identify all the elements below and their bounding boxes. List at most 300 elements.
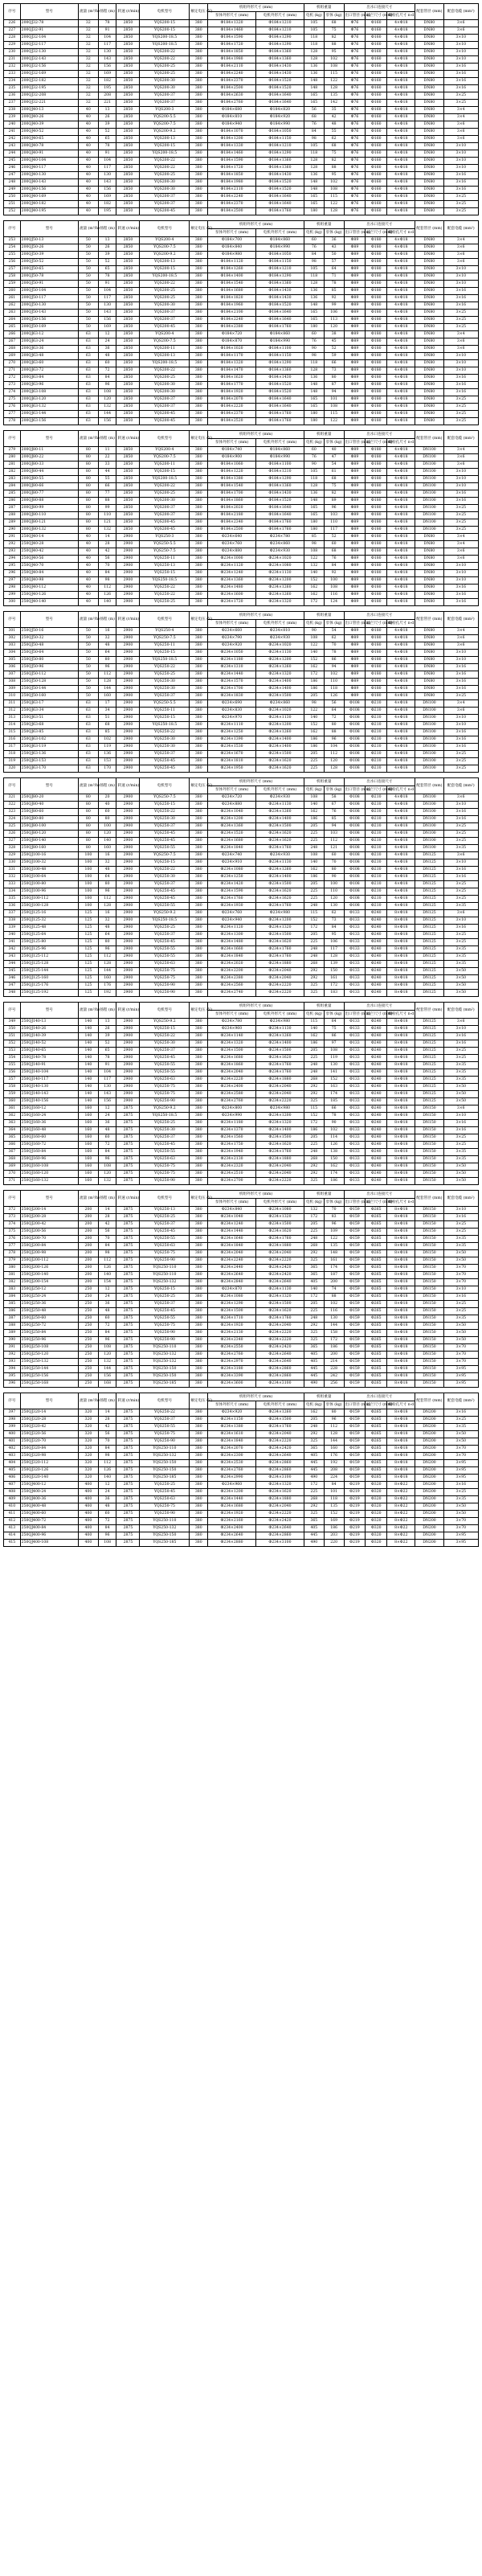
cell-head: 143 — [98, 1091, 116, 1098]
cell-motor-dims: Φ234×1760 — [256, 1315, 304, 1323]
cell-bolt: 4×Φ18 — [387, 71, 415, 78]
cell-flange: Φ210 — [366, 715, 387, 722]
cell-voltage: 380 — [190, 1084, 208, 1091]
cell-motor: YQS250-90 — [140, 1330, 190, 1337]
cell-flange: Φ265 — [366, 1438, 387, 1446]
cell-pump-weight: 85 — [324, 288, 344, 295]
cell-head: 39 — [98, 1033, 116, 1040]
cell-flow: 63 — [78, 736, 98, 744]
cell-flange: Φ240 — [366, 917, 387, 925]
cell-pipe: DN125 — [415, 859, 443, 867]
cell-motor-weight: 186 — [304, 1040, 324, 1048]
cell-pipe: DN100 — [415, 447, 443, 454]
cell-motor-weight: 136 — [304, 64, 324, 71]
cell-no: 333 — [4, 881, 21, 888]
cell-bolt: 8×Φ18 — [387, 1113, 415, 1120]
cell-bolt: 8×Φ18 — [387, 1207, 415, 1214]
cell-outlet: Φ89 — [344, 469, 366, 476]
cell-model: 250QJ140-39 — [20, 1033, 78, 1040]
cell-no: 367 — [4, 1149, 21, 1156]
table-row — [4, 85, 479, 92]
cell-flange: Φ265 — [366, 1417, 387, 1424]
cell-motor: YQS250-55 — [140, 1149, 190, 1156]
cell-outlet: Φ89 — [344, 273, 366, 281]
cell-bolt: 8×Φ18 — [387, 1062, 415, 1069]
cell-cable: 3×95 — [443, 1467, 479, 1475]
cell-motor-dims: Φ184×1210 — [256, 266, 304, 273]
table-row — [4, 498, 479, 505]
cell-voltage: 380 — [190, 917, 208, 925]
cell-voltage: 380 — [190, 1062, 208, 1069]
header-pump-dims: 泵体外形尺寸 (mm) — [208, 1401, 256, 1409]
cell-flow: 125 — [78, 954, 98, 961]
cell-motor-weight: 115 — [304, 1105, 324, 1113]
header-row — [4, 778, 479, 786]
cell-motor-dims: Φ234×1880 — [256, 1243, 304, 1250]
cell-voltage: 380 — [190, 281, 208, 288]
cell-no: 329 — [4, 852, 21, 859]
header-model: 型号 — [20, 1393, 78, 1409]
cell-motor: YQS250-13 — [140, 563, 190, 570]
cell-flow: 63 — [78, 331, 98, 338]
table-row — [4, 418, 479, 425]
cell-outlet: Φ108 — [344, 700, 366, 708]
cell-voltage: 380 — [190, 968, 208, 975]
cell-speed: 2850 — [116, 324, 140, 331]
cell-flow: 400 — [78, 1540, 98, 1547]
cell-cable: 3×25 — [443, 519, 479, 527]
cell-bolt: 8×Φ18 — [387, 1424, 415, 1431]
cell-pump-weight: 122 — [324, 78, 344, 85]
cell-pump-dims: Φ234×1750 — [208, 1142, 256, 1149]
cell-voltage: 380 — [190, 599, 208, 606]
cell-speed: 2900 — [116, 664, 140, 671]
cell-flange: Φ210 — [366, 845, 387, 852]
cell-pipe: DN150 — [415, 1214, 443, 1221]
cell-model: 200QJ63-60 — [20, 360, 78, 367]
cell-cable: 3×35 — [443, 1496, 479, 1503]
cell-head: 98 — [98, 577, 116, 585]
cell-cable: 3×35 — [443, 845, 479, 852]
cell-voltage: 380 — [190, 809, 208, 816]
cell-outlet: Φ76 — [344, 143, 366, 150]
cell-cable: 3×70 — [443, 1279, 479, 1286]
cell-model: 200QJ32-117 — [20, 42, 78, 49]
cell-flange: Φ320 — [366, 1503, 387, 1511]
cell-pump-weight: 120 — [324, 896, 344, 903]
cell-motor: YQS200-11 — [140, 346, 190, 353]
cell-pump-dims: Φ234×1560 — [208, 1134, 256, 1142]
table-row — [4, 679, 479, 686]
cell-motor: YQS250-25 — [140, 1214, 190, 1221]
cell-motor-dims: Φ184×1360 — [256, 56, 304, 64]
cell-pump-weight: 148 — [324, 1250, 344, 1257]
cell-pump-weight: 121 — [324, 845, 344, 852]
cell-pump-dims: Φ234×1200 — [208, 816, 256, 823]
cell-flow: 32 — [78, 92, 98, 100]
cell-speed: 2900 — [116, 968, 140, 975]
cell-flow: 63 — [78, 411, 98, 418]
cell-outlet: Φ108 — [344, 765, 366, 773]
cell-speed: 2850 — [116, 295, 140, 302]
cell-voltage: 380 — [190, 1207, 208, 1214]
table-row — [4, 237, 479, 244]
cell-outlet: Φ89 — [344, 252, 366, 259]
cell-no: 347 — [4, 982, 21, 990]
cell-flow: 50 — [78, 259, 98, 266]
cell-bolt: 8×Φ18 — [387, 1026, 415, 1033]
cell-pump-weight: 117 — [324, 946, 344, 954]
cell-motor-dims: Φ234×2640 — [256, 1352, 304, 1359]
section-gap — [4, 1388, 479, 1393]
cell-pump-weight: 176 — [324, 1453, 344, 1460]
cell-outlet: Φ133 — [344, 1134, 366, 1142]
cell-motor-dims: Φ234×1620 — [256, 888, 304, 896]
cell-no: 381 — [4, 1272, 21, 1279]
cell-flow: 40 — [78, 114, 98, 121]
cell-motor: YQS200-9.2 — [140, 252, 190, 259]
cell-flow: 140 — [78, 1084, 98, 1091]
cell-no: 254 — [4, 244, 21, 252]
cell-bolt: 4×Φ18 — [387, 845, 415, 852]
cell-flange: Φ180 — [366, 541, 387, 548]
cell-head: 60 — [98, 1315, 116, 1323]
cell-flange: Φ210 — [366, 700, 387, 708]
table-row — [4, 1098, 479, 1105]
cell-speed: 2875 — [116, 1352, 140, 1359]
cell-flange: Φ210 — [366, 802, 387, 809]
cell-voltage: 380 — [190, 27, 208, 35]
cell-pump-weight: 75 — [324, 27, 344, 35]
table-row — [4, 129, 479, 136]
header-outlet-dia: 出口管径 (mm) — [344, 12, 366, 20]
cell-no: 357 — [4, 1077, 21, 1084]
cell-voltage: 380 — [190, 1503, 208, 1511]
cell-motor-weight: 105 — [304, 27, 324, 35]
cell-motor: YQS250-132 — [140, 1453, 190, 1460]
table-row — [4, 201, 479, 208]
cell-speed: 2850 — [116, 27, 140, 35]
cell-cable: 3×16 — [443, 71, 479, 78]
cell-bolt: 4×Φ18 — [387, 346, 415, 353]
cell-motor-weight: 186 — [304, 686, 324, 693]
cell-motor: YQS250-63 — [140, 961, 190, 968]
cell-cable: 3×25 — [443, 317, 479, 324]
cell-speed: 2875 — [116, 1236, 140, 1243]
cell-flange: Φ240 — [366, 1033, 387, 1040]
cell-speed: 2875 — [116, 1366, 140, 1373]
cell-motor: YQS250-37 — [140, 693, 190, 700]
cell-model: 250QJ40-14 — [20, 534, 78, 541]
cell-motor-weight: 105 — [304, 20, 324, 27]
cell-head: 132 — [98, 527, 116, 534]
cell-speed: 2875 — [116, 1409, 140, 1417]
cell-motor-dims: Φ234×1260 — [256, 585, 304, 592]
cell-speed: 2900 — [116, 838, 140, 845]
cell-bolt: 8×Φ18 — [387, 982, 415, 990]
table-row — [4, 1380, 479, 1388]
cell-motor-dims: Φ234×3100 — [256, 1475, 304, 1482]
cell-motor: YQS250-30 — [140, 744, 190, 751]
cell-head: 56 — [98, 556, 116, 563]
cell-model: 250QJ80-160 — [20, 845, 78, 852]
cell-model: 250QJ100-16 — [20, 852, 78, 859]
cell-cable: 3×70 — [443, 1453, 479, 1460]
cell-outlet: Φ159 — [344, 1272, 366, 1279]
cell-flow: 63 — [78, 346, 98, 353]
cell-model: 200QJ80-55 — [20, 476, 78, 483]
cell-speed: 2900 — [116, 1055, 140, 1062]
cell-motor-weight: 115 — [304, 1019, 324, 1026]
cell-outlet: Φ133 — [344, 1033, 366, 1040]
cell-bolt: 8×Φ18 — [387, 1417, 415, 1424]
cell-pipe: DN80 — [415, 592, 443, 599]
cell-head: 52 — [98, 1040, 116, 1048]
cell-cable: 3×16 — [443, 686, 479, 693]
cell-bolt: 4×Φ18 — [387, 165, 415, 172]
cell-speed: 2900 — [116, 982, 140, 990]
cell-voltage: 380 — [190, 664, 208, 671]
cell-voltage: 380 — [190, 136, 208, 143]
cell-voltage: 380 — [190, 295, 208, 302]
cell-motor-dims: Φ184×1760 — [256, 324, 304, 331]
cell-model: 250QJ200-28 — [20, 1214, 78, 1221]
cell-flange: Φ240 — [366, 1149, 387, 1156]
cell-head: 117 — [98, 295, 116, 302]
header-outlet-group: 出水口连接尺寸 — [344, 1191, 415, 1199]
cell-outlet: Φ159 — [344, 1301, 366, 1308]
cell-motor-dims: Φ234×980 — [256, 1019, 304, 1026]
cell-cable: 3×35 — [443, 1424, 479, 1431]
cell-no: 336 — [4, 903, 21, 910]
cell-voltage: 380 — [190, 541, 208, 548]
cell-speed: 2900 — [116, 1040, 140, 1048]
cell-cable: 3×4 — [443, 447, 479, 454]
cell-outlet: Φ133 — [344, 1120, 366, 1127]
cell-model: 250QJ140-143 — [20, 1091, 78, 1098]
cell-flow: 40 — [78, 129, 98, 136]
cell-pipe: DN200 — [415, 1511, 443, 1518]
cell-outlet: Φ76 — [344, 42, 366, 49]
cell-bolt: 4×Φ18 — [387, 722, 415, 729]
cell-cable: 3×25 — [443, 1489, 479, 1496]
table-row — [4, 172, 479, 179]
cell-pipe: DN100 — [415, 794, 443, 802]
cell-speed: 2900 — [116, 794, 140, 802]
cell-speed: 2900 — [116, 715, 140, 722]
table-row — [4, 1308, 479, 1315]
cell-pump-dims: Φ184×2370 — [208, 201, 256, 208]
cell-flow: 63 — [78, 765, 98, 773]
header-cable: 配套电缆 (mm²) — [443, 1003, 479, 1019]
cell-pump-dims: Φ234×830 — [208, 708, 256, 715]
cell-bolt: 8×Φ18 — [387, 1330, 415, 1337]
cell-voltage: 380 — [190, 78, 208, 85]
cell-voltage: 380 — [190, 367, 208, 375]
header-pump-weight: 泵体 (kg) — [324, 12, 344, 20]
table-row — [4, 838, 479, 845]
header-cable: 配套电缆 (mm²) — [443, 221, 479, 237]
cell-voltage: 380 — [190, 700, 208, 708]
cell-cable: 3×16 — [443, 78, 479, 85]
cell-motor-dims: Φ184×1430 — [256, 288, 304, 295]
cell-model: 250QJ40-28 — [20, 541, 78, 548]
cell-pipe: DN200 — [415, 1475, 443, 1482]
table-row — [4, 367, 479, 375]
cell-bolt: 8×Φ18 — [387, 1048, 415, 1055]
cell-flow: 50 — [78, 642, 98, 650]
header-weight-group: 机组重量 — [304, 778, 344, 786]
cell-motor: YQS250-22 — [140, 1409, 190, 1417]
cell-bolt: 4×Φ18 — [387, 172, 415, 179]
cell-motor-weight: 225 — [304, 939, 324, 946]
cell-no: 410 — [4, 1503, 21, 1511]
cell-motor: YQS250-63 — [140, 1496, 190, 1503]
cell-flow: 250 — [78, 1315, 98, 1323]
cell-cable: 3×25 — [443, 765, 479, 773]
cell-bolt: 4×Φ18 — [387, 577, 415, 585]
cell-model: 200QJ80-132 — [20, 527, 78, 534]
cell-outlet: Φ89 — [344, 512, 366, 519]
cell-pump-weight: 115 — [324, 411, 344, 418]
cell-pump-dims: Φ234×1950 — [208, 765, 256, 773]
cell-no: 385 — [4, 1301, 21, 1308]
cell-voltage: 380 — [190, 237, 208, 244]
cell-motor-weight: 98 — [304, 259, 324, 266]
cell-bolt: 4×Φ18 — [387, 396, 415, 404]
cell-no: 406 — [4, 1475, 21, 1482]
cell-pump-weight: 73 — [324, 367, 344, 375]
cell-outlet: Φ159 — [344, 1315, 366, 1323]
cell-no: 253 — [4, 237, 21, 244]
cell-speed: 2900 — [116, 729, 140, 736]
cell-bolt: 8×Φ18 — [387, 1077, 415, 1084]
cell-motor-weight: 108 — [304, 852, 324, 859]
cell-model: 250QJ400-72 — [20, 1518, 78, 1525]
cell-head: 72 — [98, 1323, 116, 1330]
cell-pump-dims: Φ234×2640 — [208, 1272, 256, 1279]
cell-outlet: Φ133 — [344, 917, 366, 925]
cell-model: 250QJ400-12 — [20, 1482, 78, 1489]
cell-flange: Φ160 — [366, 100, 387, 107]
cell-flow: 80 — [78, 469, 98, 476]
cell-voltage: 380 — [190, 527, 208, 534]
section-gap-cell — [4, 215, 479, 221]
cell-flow: 100 — [78, 896, 98, 903]
cell-pump-weight: 114 — [324, 1134, 344, 1142]
cell-flow: 80 — [78, 461, 98, 469]
cell-motor-weight: 140 — [304, 650, 324, 657]
cell-bolt: 4×Φ18 — [387, 534, 415, 541]
cell-speed: 2850 — [116, 237, 140, 244]
header-voltage: 额定电压 (V) — [190, 4, 208, 20]
cell-pipe: DN150 — [415, 1380, 443, 1388]
cell-flow: 250 — [78, 1366, 98, 1373]
cell-voltage: 380 — [190, 932, 208, 939]
cell-pump-weight: 89 — [324, 498, 344, 505]
cell-motor-weight: 325 — [304, 982, 324, 990]
cell-pump-dims: Φ184×870 — [208, 338, 256, 346]
cell-model: 200QJ80-22 — [20, 454, 78, 461]
cell-flange: Φ160 — [366, 136, 387, 143]
cell-no: 279 — [4, 447, 21, 454]
cell-bolt: 4×Φ18 — [387, 744, 415, 751]
cell-pipe: DN80 — [415, 346, 443, 353]
cell-outlet: Φ89 — [344, 317, 366, 324]
cell-outlet: Φ89 — [344, 476, 366, 483]
cell-bolt: 4×Φ18 — [387, 252, 415, 259]
cell-pump-dims: Φ234×2840 — [208, 1279, 256, 1286]
cell-pipe: DN200 — [415, 1446, 443, 1453]
cell-motor-dims: Φ184×860 — [256, 237, 304, 244]
cell-voltage: 380 — [190, 961, 208, 968]
cell-speed: 2850 — [116, 208, 140, 215]
header-flange: 法兰尺寸 (mm) — [366, 439, 387, 447]
cell-motor-weight: 225 — [304, 896, 324, 903]
cell-speed: 2875 — [116, 1207, 140, 1214]
cell-flow: 80 — [78, 519, 98, 527]
cell-pipe: DN80 — [415, 35, 443, 42]
cell-model: 250QJ400-36 — [20, 1496, 78, 1503]
cell-pump-dims: Φ234×1440 — [208, 1229, 256, 1236]
cell-pump-weight: 200 — [324, 1279, 344, 1286]
cell-head: 195 — [98, 85, 116, 92]
cell-pump-dims: Φ234×1930 — [208, 903, 256, 910]
cell-cable: 3×16 — [443, 809, 479, 816]
cell-motor-dims: Φ234×1080 — [256, 563, 304, 570]
cell-flow: 40 — [78, 179, 98, 187]
cell-pipe: DN80 — [415, 585, 443, 592]
cell-motor: YQS250-15 — [140, 1026, 190, 1033]
cell-head: 28 — [98, 1214, 116, 1221]
cell-flow: 140 — [78, 1026, 98, 1033]
cell-motor-dims: Φ184×1640 — [256, 194, 304, 201]
cell-flange: Φ265 — [366, 1366, 387, 1373]
cell-outlet: Φ133 — [344, 1113, 366, 1120]
cell-head: 84 — [98, 375, 116, 382]
cell-flow: 63 — [78, 758, 98, 765]
cell-no: 308 — [4, 679, 21, 686]
cell-pump-weight: 109 — [324, 1229, 344, 1236]
cell-flow: 32 — [78, 100, 98, 107]
cell-motor-dims: Φ234×1320 — [256, 1294, 304, 1301]
cell-motor-weight: 162 — [304, 1033, 324, 1040]
cell-pipe: DN125 — [415, 1019, 443, 1026]
cell-pump-dims: Φ234×800 — [208, 1105, 256, 1113]
cell-outlet: Φ89 — [344, 244, 366, 252]
header-outlet-group: 出水口连接尺寸 — [344, 431, 415, 439]
cell-motor-weight: 248 — [304, 1424, 324, 1431]
cell-no: 399 — [4, 1424, 21, 1431]
cell-cable: 3×25 — [443, 838, 479, 845]
cell-head: 96 — [98, 1156, 116, 1163]
cell-outlet: Φ89 — [344, 259, 366, 266]
cell-no: 294 — [4, 556, 21, 563]
table-row — [4, 1315, 479, 1323]
cell-cable: 3×10 — [443, 143, 479, 150]
cell-no: 376 — [4, 1236, 21, 1243]
cell-bolt: 8×Φ18 — [387, 1438, 415, 1446]
cell-pump-weight: 102 — [324, 1127, 344, 1134]
cell-motor-weight: 148 — [304, 382, 324, 389]
cell-cable: 3×50 — [443, 1250, 479, 1257]
cell-motor: YQS250-13 — [140, 1207, 190, 1214]
cell-motor-dims: Φ184×1520 — [256, 85, 304, 92]
cell-bolt: 8×Φ18 — [387, 1272, 415, 1279]
cell-pipe: DN80 — [415, 107, 443, 114]
cell-model: 250QJ50-32 — [20, 635, 78, 642]
cell-flow: 50 — [78, 635, 98, 642]
